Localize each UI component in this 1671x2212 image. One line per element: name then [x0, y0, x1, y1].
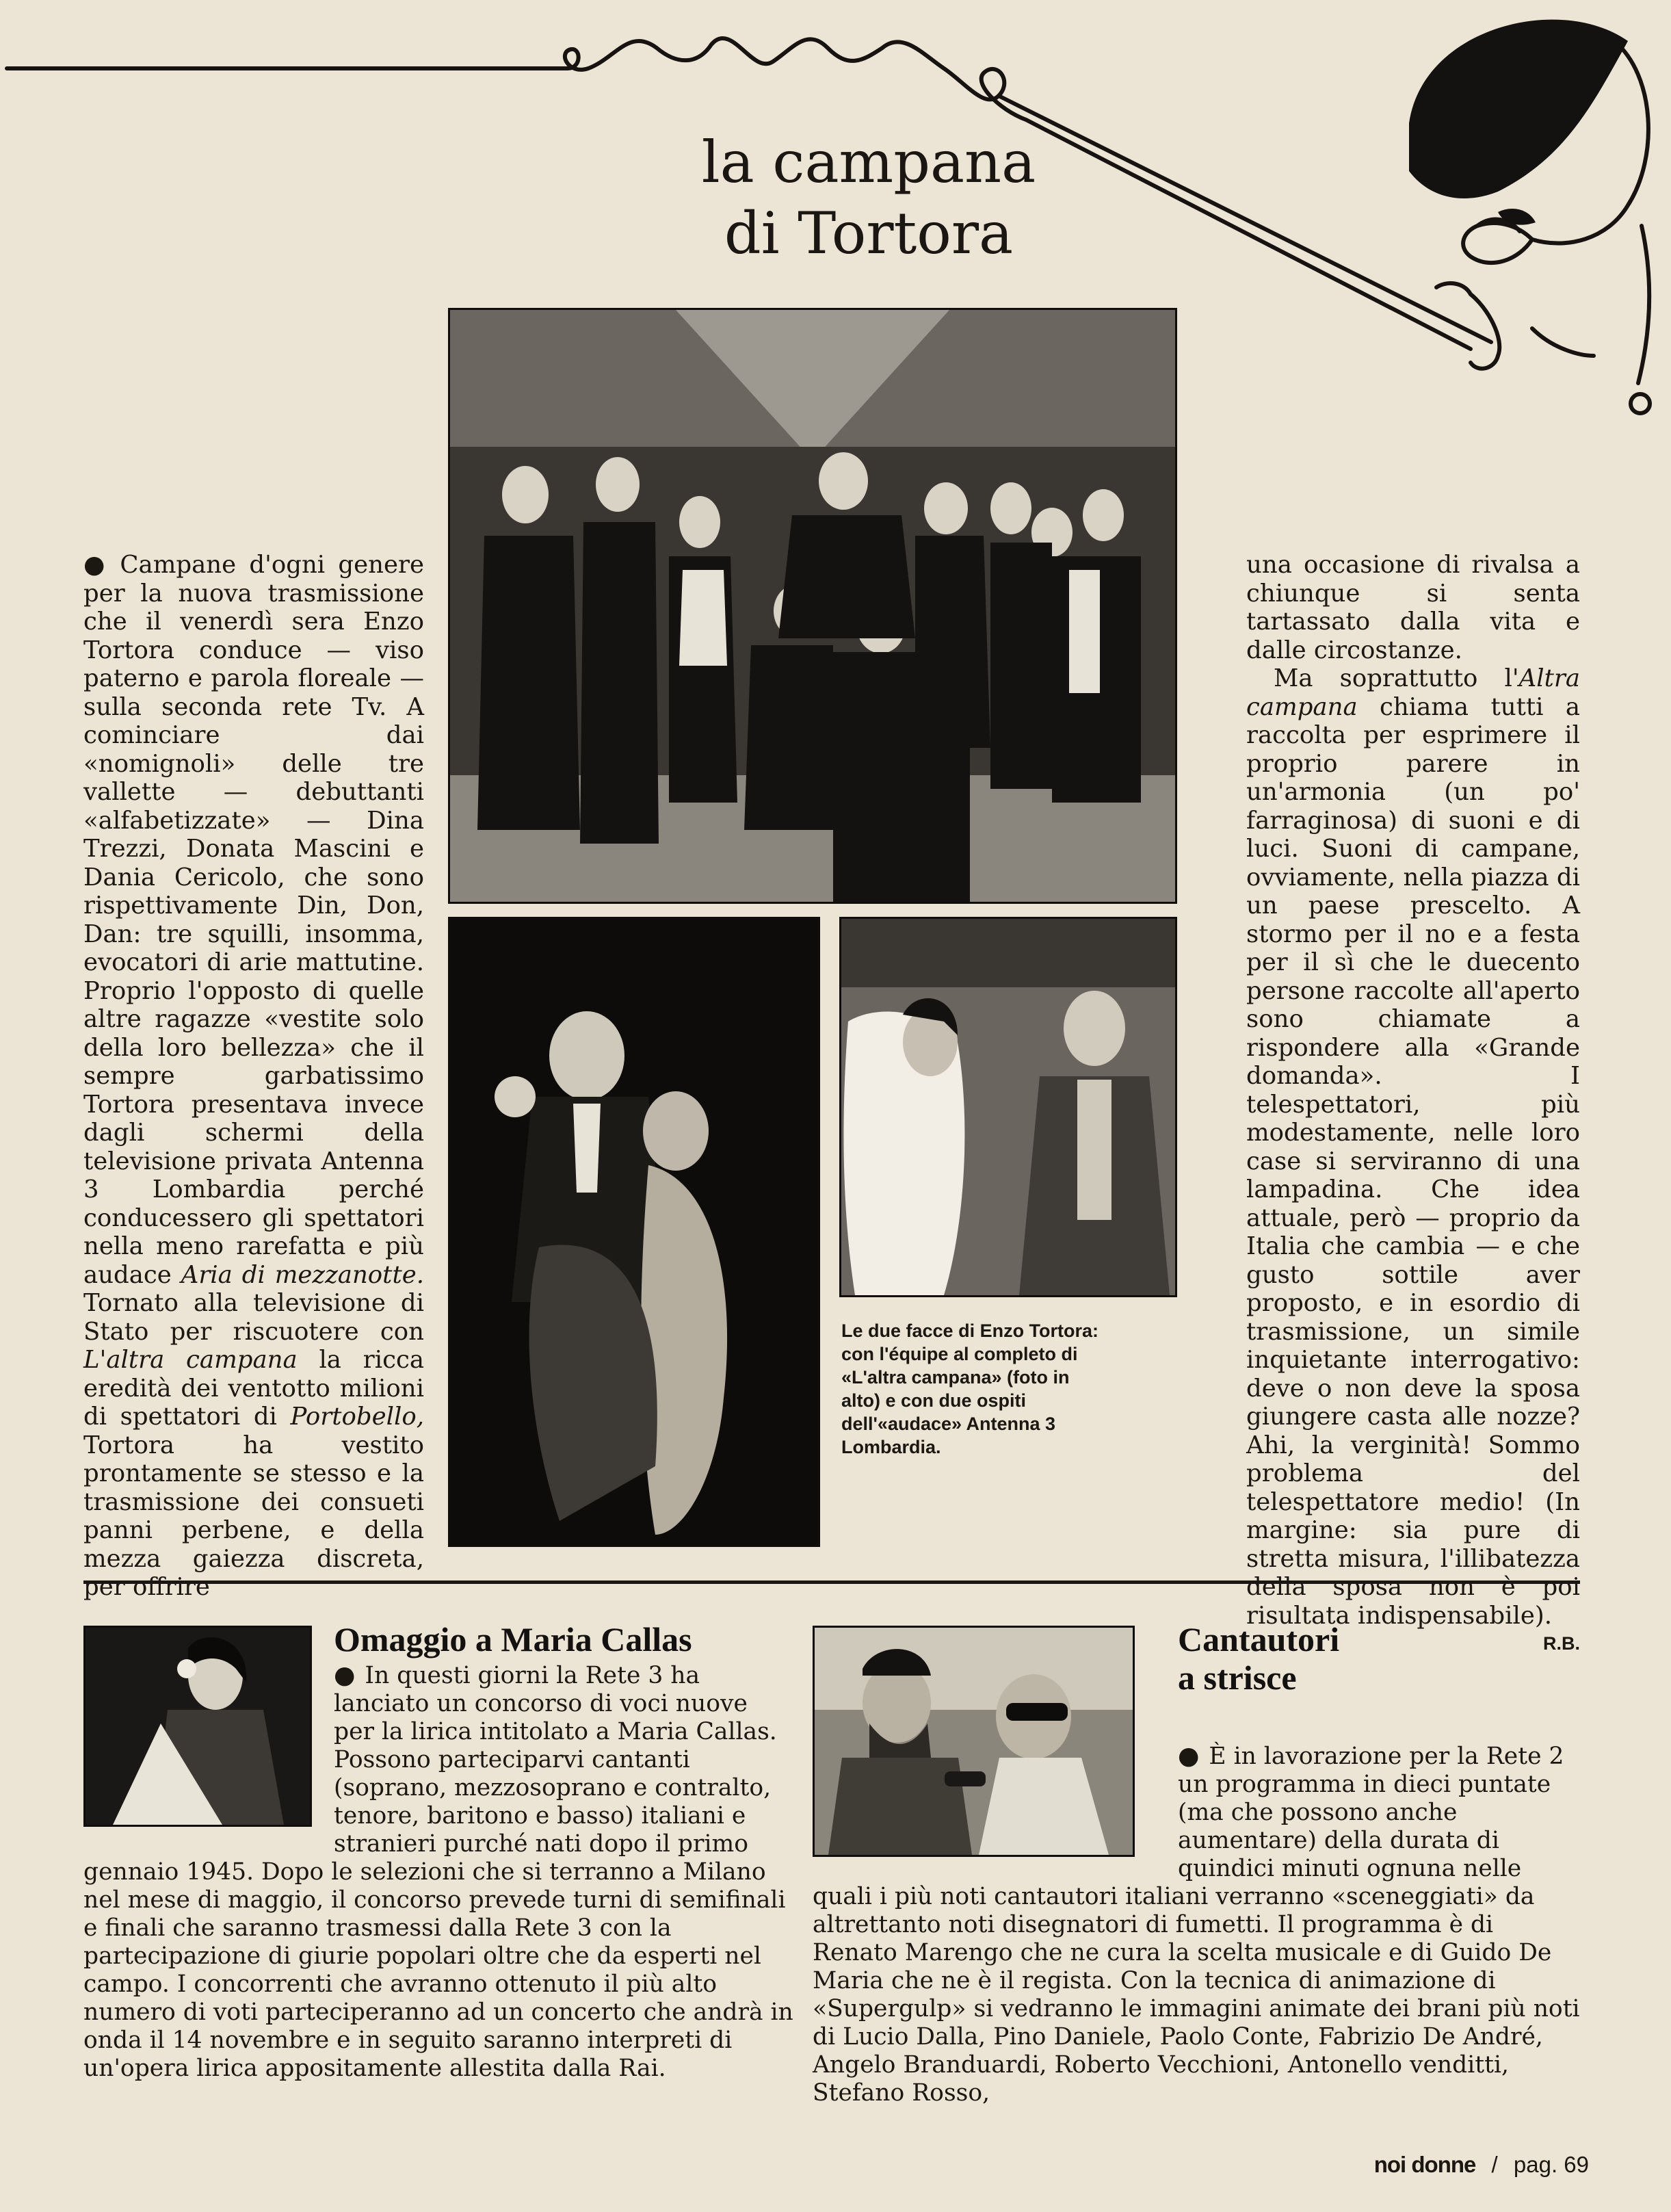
col1-text-d: Tortora ha vestito prontamente se stesso e la trasmissione dei consueti panni perbene, e della mezza gaiezza discreta, per offrire — [83, 1431, 424, 1601]
col1-text-b: Tornato alla televisione di Stato per riscuotere con — [83, 1289, 424, 1346]
callas-text-block — [83, 1661, 795, 2083]
col3-text-b: chiama tutti a raccolta per esprimere il proprio parere in un'armonia (un po' farraginosa) di suoni e di luci. Suoni di campane, ovviamente, nella piazza di un paese prescelto. A stormo per il no e a festa per il sì che le duecento persone raccolte all'aperto sono chiamate a rispondere alla «Grande domanda». I telespettatori, più modestamente, nelle loro case si serviranno di una lampadina. Che idea attuale, però — proprio da Italia che cambia — e che gusto sottile aver proposto, e in esordio di trasmissione, un simile inquietante interrogativo: deve o non deve la sposa giungere casta alle nozze? Ahi, la verginità! Sommo problema del telespettatore medio! (In margine: sia pure di stretta misura, l'illibatezza della sposa non è poi risultata indispensabile). — [1246, 692, 1580, 1630]
article-column-1 — [83, 551, 424, 1602]
magazine-logo: noi donne — [1373, 2152, 1476, 2177]
col1-text-c: la ricca eredità dei ventotto milioni di spettatori di — [83, 1346, 425, 1431]
col1-title-portobello: Portobello, — [290, 1403, 424, 1431]
footer-separator: / — [1491, 2152, 1498, 2177]
col1-text-a: Campane d'ogni genere per la nuova trasmissione che il venerdì sera Enzo Tortora conduce — viso paterno e parola floreale — sulla seconda rete Tv. A cominciare dai «nomignoli» delle tre vallette — debuttanti «alfabetizzate» — Dina Trezzi, Donata Mascini e Dania Cericolo, che sono rispettivamente Din, Don, Dan: tre squilli, insomma, evocatori di arie mattutine. Proprio l'opposto di quelle altre ragazze «vestite solo della loro bellezza» che il sempre garbatissimo Tortora presentava invece dagli schermi della televisione privata Antenna 3 Lombardia perché conducessero gli spettatori nella meno rarefatta e più audace — [83, 551, 424, 1289]
cantautori-bullet-icon: ● — [1178, 1742, 1200, 1770]
col1-title-altra: L'altra campana — [83, 1346, 298, 1374]
cantautori-text-block — [813, 1742, 1580, 2107]
tortora-boa-photo — [839, 917, 1177, 1297]
callas-heading: Omaggio a Maria Callas — [334, 1620, 692, 1658]
col3-para-1: una occasione di rivalsa a chiunque si senta tartassato dalla vita e dalle circostanze. — [1246, 551, 1580, 664]
title-line-2: di Tortora — [724, 200, 1014, 267]
bullet-icon: ● — [83, 551, 111, 579]
cantautori-text: È in lavorazione per la Rete 2 un programma in dieci puntate (ma che possono anche aumentare) della durata di quindici minuti ognuna nelle quali i più noti cantautori italiani verranno «sceneggiati» da altrettanto noti disegnatori di fumetti. Il programma è di Renato Marengo che ne cura la scelta musicale e di Guido De Maria che ne è il regista. Con la tecnica di animazione di «Supergulp» si vedranno le immagini animate dei brani più noti di Lucio Dalla, Pino Daniele, Paolo Conte, Fabrizio De André, Angelo Branduardi, Roberto Vecchioni, Antonello venditti, Stefano Rosso, — [813, 1743, 1580, 2107]
cantautori-heading-line-2: a strisce — [1178, 1658, 1297, 1697]
photo-caption: Le due facce di Enzo Tortora: con l'équipe al completo di «L'altra campana» (foto in alto) e con due ospiti dell'«audace» Antenna 3 Lombardia. — [841, 1320, 1099, 1457]
cantautori-heading — [1178, 1620, 1339, 1697]
title-line-1: la campana — [701, 129, 1036, 196]
page-footer — [1374, 2152, 1589, 2178]
group-photo — [448, 308, 1177, 904]
tortora-guest-photo — [448, 917, 820, 1547]
article-title — [588, 127, 1149, 269]
article-column-3 — [1246, 551, 1580, 1658]
section-divider — [83, 1580, 1580, 1584]
col3-text-a: Ma soprattutto l' — [1274, 664, 1519, 692]
page-number: pag. 69 — [1513, 2152, 1589, 2177]
callas-bullet-icon: ● — [334, 1661, 356, 1689]
callas-text: In questi giorni la Rete 3 ha lanciato un concorso di voci nuove per la lirica intitolato a Maria Callas. Possono parteciparvi cantanti (soprano, mezzosoprano e contralto, tenore, baritono e basso) italiani e stranieri purché nati dopo il primo gennaio 1945. Dopo le selezioni che si terranno a Milano nel mese di maggio, il concorso prevede turni di semifinali e finali che saranno trasmessi dalla Rete 3 con la partecipazione di giurie popolari oltre che da esperti nel campo. I concorrenti che avranno ottenuto il più alto numero di voti parteciperanno ad un concerto che andrà in onda il 14 novembre e in seguito saranno interpreti di un'opera lirica appositamente allestita dalla Rai. — [83, 1662, 793, 2082]
author-initials: R.B. — [1543, 1633, 1580, 1654]
cantautori-heading-line-1: Cantautori — [1178, 1620, 1340, 1658]
col3-title-altra: Altra campana — [1246, 664, 1580, 721]
col1-title-aria: Aria di mezzanotte. — [181, 1260, 424, 1289]
